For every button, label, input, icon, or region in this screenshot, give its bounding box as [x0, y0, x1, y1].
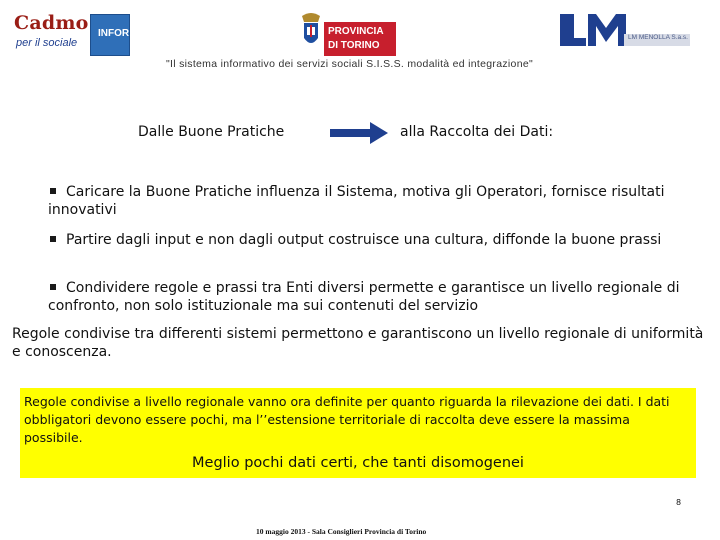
- highlight-box: [20, 388, 696, 478]
- lm-logo: [560, 14, 690, 48]
- bullet-item: [48, 279, 708, 315]
- provincia-line-1: PROVINCIA: [328, 26, 384, 37]
- header-tagline: "Il sistema informativo dei servizi sociali S.I.S.S. modalità ed integrazione": [166, 58, 533, 70]
- provincia-line-2: DI TORINO: [328, 40, 380, 51]
- bullet-text: Partire dagli input e non dagli output costruisce una cultura, diffonde la buone prassi: [66, 232, 662, 248]
- crest-icon: [298, 10, 324, 50]
- highlight-text: Regole condivise a livello regionale vanno ora definite per quanto riguarda la rilevazione dei dati. I dati obbligatori devono essere pochi, ma l’’estensione territoriale di raccolta deve essere la massima possibile.: [24, 394, 670, 445]
- highlight-tagline: Meglio pochi dati certi, che tanti disomogenei: [192, 455, 524, 471]
- bullet-text: Condividere regole e prassi tra Enti diversi permette e garantisce un livello regionale di confronto, non solo istituzionale ma sui contenuti del servizio: [48, 280, 680, 314]
- lm-label-bar: [624, 34, 690, 46]
- bullet-square-icon: [50, 236, 56, 242]
- bullet-item: [48, 183, 708, 219]
- lm-mark-icon: [560, 14, 626, 46]
- footer-text: 10 maggio 2013 - Sala Consiglieri Provincia di Torino: [256, 527, 427, 536]
- lm-label: LM MENOLLA S.a.s.: [628, 34, 688, 41]
- summary-paragraph: Regole condivise tra differenti sistemi permettono e garantiscono un livello regionale di uniformità e conoscenza.: [12, 326, 704, 360]
- bullet-square-icon: [50, 284, 56, 290]
- cadmo-logo-name: Cadmo: [14, 12, 89, 34]
- right-arrow-icon: [330, 122, 388, 144]
- cadmo-logo-badge: [90, 14, 130, 56]
- page-number: 8: [676, 498, 682, 507]
- title-left: Dalle Buone Pratiche: [138, 124, 285, 140]
- cadmo-logo: [14, 12, 130, 58]
- cadmo-logo-subtitle: per il sociale: [16, 37, 78, 49]
- provincia-box: [324, 22, 396, 56]
- bullet-text: Caricare la Buone Pratiche influenza il Sistema, motiva gli Operatori, fornisce risultati innovativi: [48, 184, 665, 218]
- cadmo-logo-badge-text: INFOR: [98, 28, 130, 39]
- title-right: alla Raccolta dei Dati:: [400, 124, 554, 140]
- bullet-square-icon: [50, 188, 56, 194]
- provincia-di-torino-logo: [298, 8, 398, 52]
- bullet-item: [48, 231, 708, 249]
